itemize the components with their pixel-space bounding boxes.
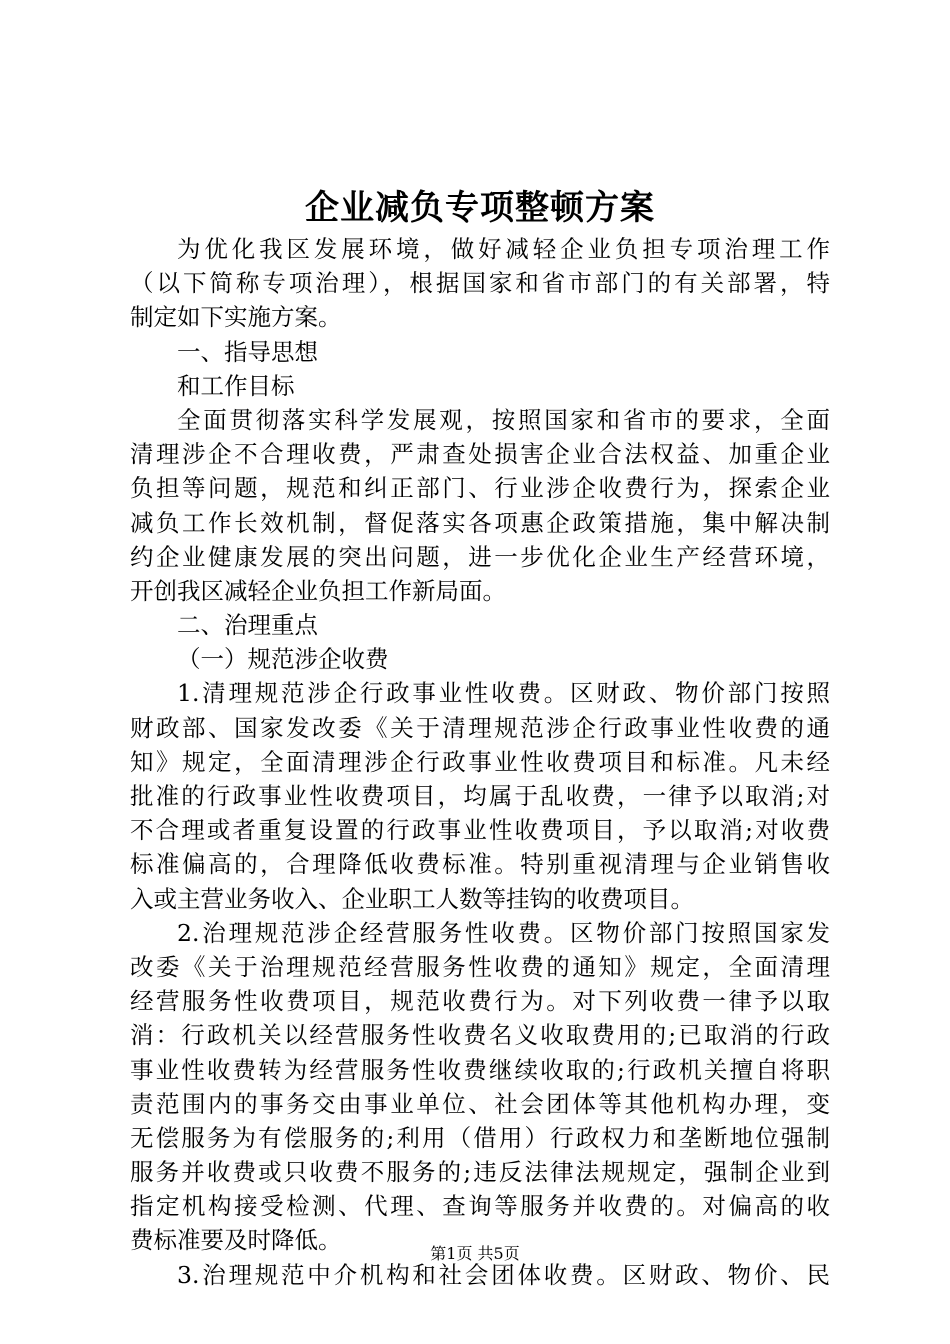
text-line: 消：行政机关以经营服务性收费名义收取费用的;已取消的行政	[130, 1021, 830, 1050]
text-line: 约企业健康发展的突出问题，进一步优化企业生产经营环境，	[130, 542, 830, 571]
text-line: 批准的行政事业性收费项目，均属于乱收费，一律予以取消;对	[130, 782, 830, 810]
text-line: （以下简称专项治理），根据国家和省市部门的有关部署，特	[130, 269, 830, 298]
text-line: 改委《关于治理规范经营服务性收费的通知》规定，全面清理	[130, 952, 830, 981]
text-line: 不合理或者重复设置的行政事业性收费项目，予以取消;对收费	[130, 816, 830, 845]
text-line: 事业性收费转为经营服务性收费继续收取的;行政机关擅自将职	[130, 1055, 830, 1084]
text-line: 二、治理重点	[177, 611, 318, 640]
text-line: （一）规范涉企收费	[177, 645, 389, 674]
text-line: 标准偏高的，合理降低收费标准。特别重视清理与企业销售收	[130, 850, 830, 879]
text-line: 服务并收费或只收费不服务的;违反法律法规规定，强制企业到	[130, 1158, 830, 1187]
text-line: 无偿服务为有偿服务的;利用（借用）行政权力和垄断地位强制	[130, 1123, 830, 1152]
text-line: 费标准要及时降低。	[130, 1226, 342, 1255]
text-line: 财政部、国家发改委《关于清理规范涉企行政事业性收费的通	[130, 713, 830, 742]
document-body	[130, 232, 830, 1292]
text-line: 指定机构接受检测、代理、查询等服务并收费的。对偏高的收	[130, 1192, 830, 1221]
text-line: 2.治理规范涉企经营服务性收费。区物价部门按照国家发	[177, 918, 830, 947]
document-title: 企业减负专项整顿方案	[305, 188, 655, 228]
page-footer: 第1页 共5页	[430, 1244, 520, 1263]
text-line: 和工作目标	[177, 371, 295, 400]
text-line: 责范围内的事务交由事业单位、社会团体等其他机构办理，变	[130, 1089, 830, 1118]
text-line: 入或主营业务收入、企业职工人数等挂钩的收费项目。	[130, 884, 694, 913]
text-line: 减负工作长效机制，督促落实各项惠企政策措施，集中解决制	[130, 508, 830, 537]
text-line: 一、指导思想	[177, 337, 318, 366]
text-line: 经营服务性收费项目，规范收费行为。对下列收费一律予以取	[130, 987, 830, 1016]
text-line: 为优化我区发展环境，做好减轻企业负担专项治理工作	[177, 235, 830, 263]
text-line: 开创我区减轻企业负担工作新局面。	[130, 576, 506, 605]
text-line: 负担等问题，规范和纠正部门、行业涉企收费行为，探索企业	[130, 474, 830, 503]
text-line: 1.清理规范涉企行政事业性收费。区财政、物价部门按照	[177, 679, 830, 708]
text-line: 知》规定，全面清理涉企行政事业性收费项目和标准。凡未经	[130, 747, 830, 776]
text-line: 全面贯彻落实科学发展观，按照国家和省市的要求，全面	[177, 405, 830, 434]
text-line: 3.治理规范中介机构和社会团体收费。区财政、物价、民	[177, 1260, 830, 1289]
text-line: 清理涉企不合理收费，严肃查处损害企业合法权益、加重企业	[130, 440, 830, 469]
text-line: 制定如下实施方案。	[130, 303, 342, 332]
